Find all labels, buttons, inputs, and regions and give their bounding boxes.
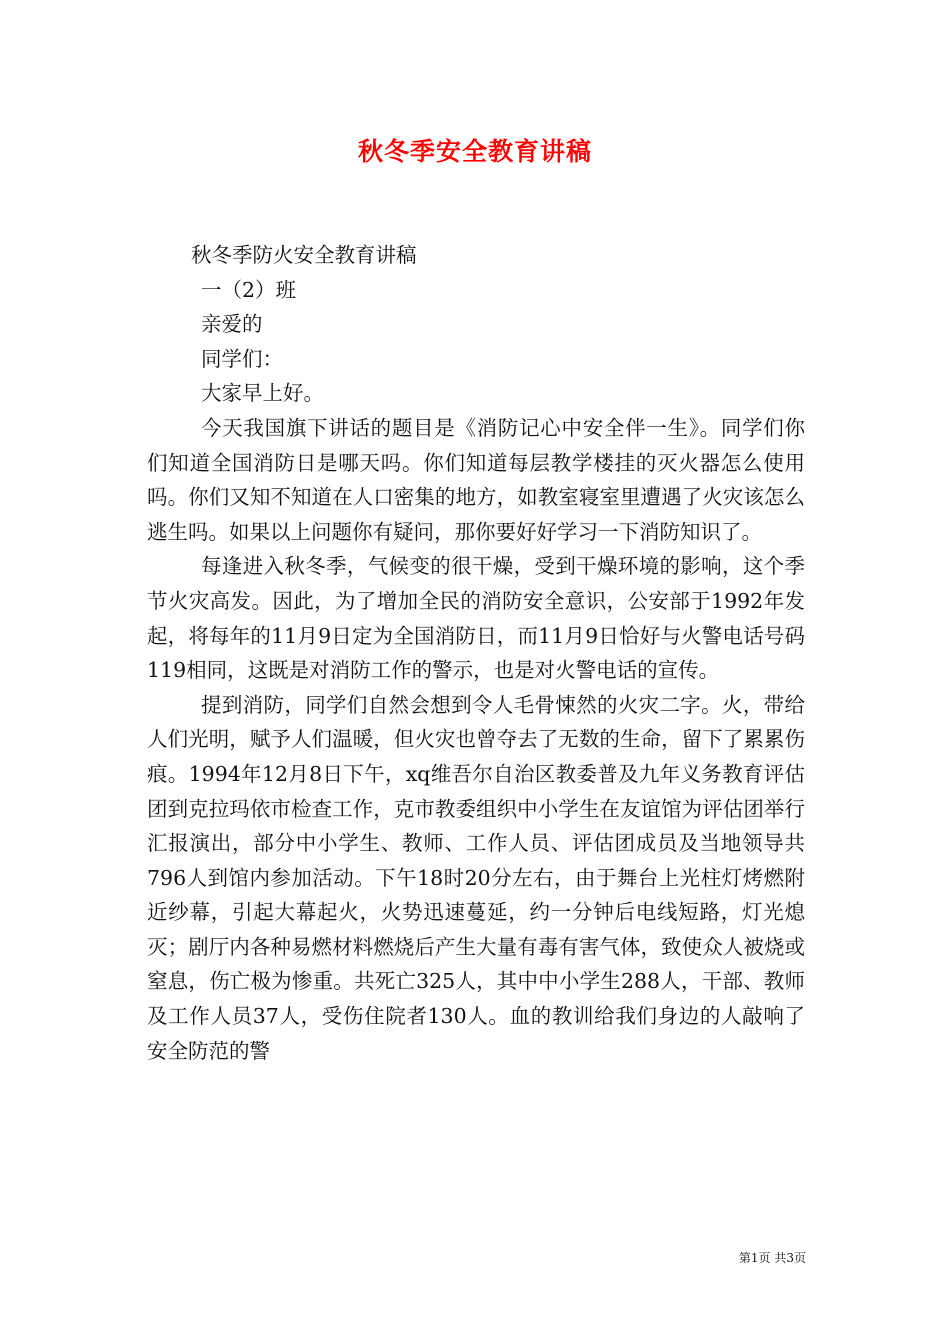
document-title: 秋冬季安全教育讲稿 xyxy=(357,137,592,166)
body-paragraph: 今天我国旗下讲话的题目是《消防记心中安全伴一生》。同学们你们知道全国消防日是哪天吗。你们知道每层教学楼挂的灭火器怎么使用吗。你们又知不知道在人口密集的地方，如教室寝室里遭遇了火灾该怎么逃生吗。如果以上问题你有疑问，那你要好好学习一下消防知识了。 xyxy=(147,415,805,544)
greeting-line: 同学们： xyxy=(201,346,283,371)
class-line: 一（2）班 xyxy=(201,277,297,302)
page-number: 第1页 共3页 xyxy=(738,1251,806,1265)
document-body xyxy=(147,238,805,1068)
greeting-line: 大家早上好。 xyxy=(201,381,324,406)
greeting-line: 亲爱的 xyxy=(201,312,263,337)
speech-title: 秋冬季防火安全教育讲稿 xyxy=(191,243,417,267)
body-paragraph: 每逢进入秋冬季，气候变的很干燥，受到干燥环境的影响，这个季节火灾高发。因此，为了增加全民的消防安全意识，公安部于1992年发起，将每年的11月9日定为全国消防日，而11月9日恰好与火警电话号码119相同，这既是对消防工作的警示，也是对火警电话的宣传。 xyxy=(147,554,805,683)
body-paragraph: 提到消防，同学们自然会想到令人毛骨悚然的火灾二字。火，带给人们光明，赋予人们温暖，但火灾也曾夺去了无数的生命，留下了累累伤痕。1994年12月8日下午，xq维吾尔自治区教委普及九年义务教育评估团到克拉玛依市检查工作，克市教委组织中小学生在友谊馆为评估团举行汇报演出，部分中小学生、教师、工作人员、评估团成员及当地领导共796人到馆内参加活动。下午18时20分左右，由于舞台上光柱灯烤燃附近纱幕，引起大幕起火，火势迅速蔓延，约一分钟后电线短路，灯光熄灭；剧厅内各种易燃材料燃烧后产生大量有毒有害气体，致使众人被烧或窒息，伤亡极为惨重。共死亡325人，其中中小学生288人，干部、教师及工作人员37人，受伤住院者130人。血的教训给我们身边的人敲响了安全防范的警 xyxy=(147,692,805,1063)
